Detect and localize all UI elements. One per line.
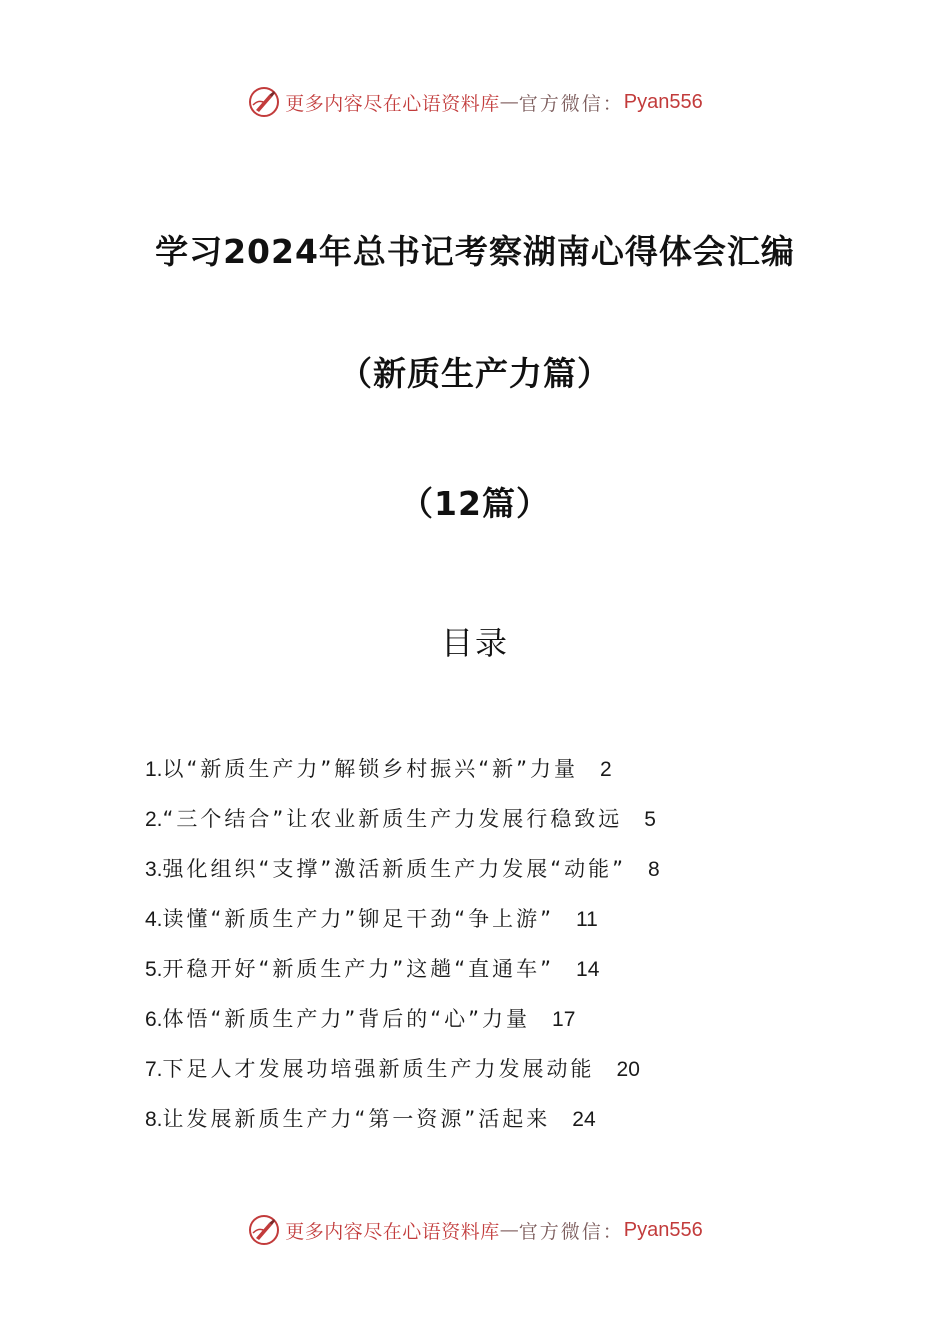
toc-item-title: 体悟“新质生产力”背后的“心”力量 — [162, 1007, 531, 1031]
toc-item-title: 下足人才发展功培强新质生产力发展动能 — [162, 1057, 595, 1081]
document-title: 学习2024年总书记考察湖南心得体会汇编 — [155, 232, 795, 271]
toc-item[interactable] — [145, 752, 865, 802]
quill-pen-icon — [247, 85, 281, 119]
quill-pen-icon — [247, 1213, 281, 1247]
toc-item-page: 14 — [576, 958, 600, 981]
toc-item-number: 7. — [145, 1058, 163, 1081]
header-watermark-banner — [0, 82, 950, 122]
toc-item-title: 让发展新质生产力“第一资源”活起来 — [162, 1107, 551, 1131]
toc-item-title: “三个结合”让农业新质生产力发展行稳致远 — [162, 807, 623, 831]
toc-item-number: 4. — [145, 908, 163, 931]
document-subtitle: （新质生产力篇） — [339, 354, 611, 393]
toc-item-page: 20 — [616, 1058, 640, 1081]
toc-item[interactable] — [145, 902, 865, 952]
toc-item-number: 5. — [145, 958, 163, 981]
toc-item-page: 5 — [644, 808, 656, 831]
banner-text: 更多内容尽在心语资料库 — [285, 1220, 500, 1243]
table-of-contents — [145, 752, 865, 1152]
footer-watermark-banner — [0, 1210, 950, 1250]
banner-separator: — — [499, 91, 519, 113]
toc-item-number: 2. — [145, 808, 163, 831]
banner-wechat-id: Pyan556 — [623, 1218, 703, 1241]
toc-item[interactable] — [145, 1002, 865, 1052]
toc-item-number: 8. — [145, 1108, 163, 1131]
toc-heading: 目录 — [440, 624, 509, 662]
toc-item[interactable] — [145, 1102, 865, 1152]
toc-item-page: 17 — [552, 1008, 576, 1031]
banner-text: 更多内容尽在心语资料库 — [285, 92, 500, 115]
toc-item-title: 开稳开好“新质生产力”这趟“直通车” — [162, 957, 555, 981]
document-count: （12篇） — [400, 484, 550, 523]
toc-item-title: 强化组织“支撑”激活新质生产力发展“动能” — [162, 857, 627, 881]
banner-separator: — — [499, 1219, 519, 1241]
toc-item-page: 2 — [600, 758, 612, 781]
banner-wechat-label: 官方微信： — [518, 92, 624, 115]
toc-item-title: 以“新质生产力”解锁乡村振兴“新”力量 — [162, 757, 579, 781]
toc-item-number: 3. — [145, 858, 163, 881]
toc-item-page: 11 — [576, 908, 598, 931]
toc-item-title: 读懂“新质生产力”铆足干劲“争上游” — [162, 907, 555, 931]
toc-item[interactable] — [145, 952, 865, 1002]
toc-item[interactable] — [145, 1052, 865, 1102]
banner-wechat-label: 官方微信： — [518, 1220, 624, 1243]
toc-item-number: 6. — [145, 1008, 163, 1031]
banner-wechat-id: Pyan556 — [623, 90, 703, 113]
toc-item[interactable] — [145, 852, 865, 902]
toc-item-page: 24 — [572, 1108, 596, 1131]
toc-item[interactable] — [145, 802, 865, 852]
toc-item-number: 1. — [145, 758, 163, 781]
toc-item-page: 8 — [648, 858, 660, 881]
